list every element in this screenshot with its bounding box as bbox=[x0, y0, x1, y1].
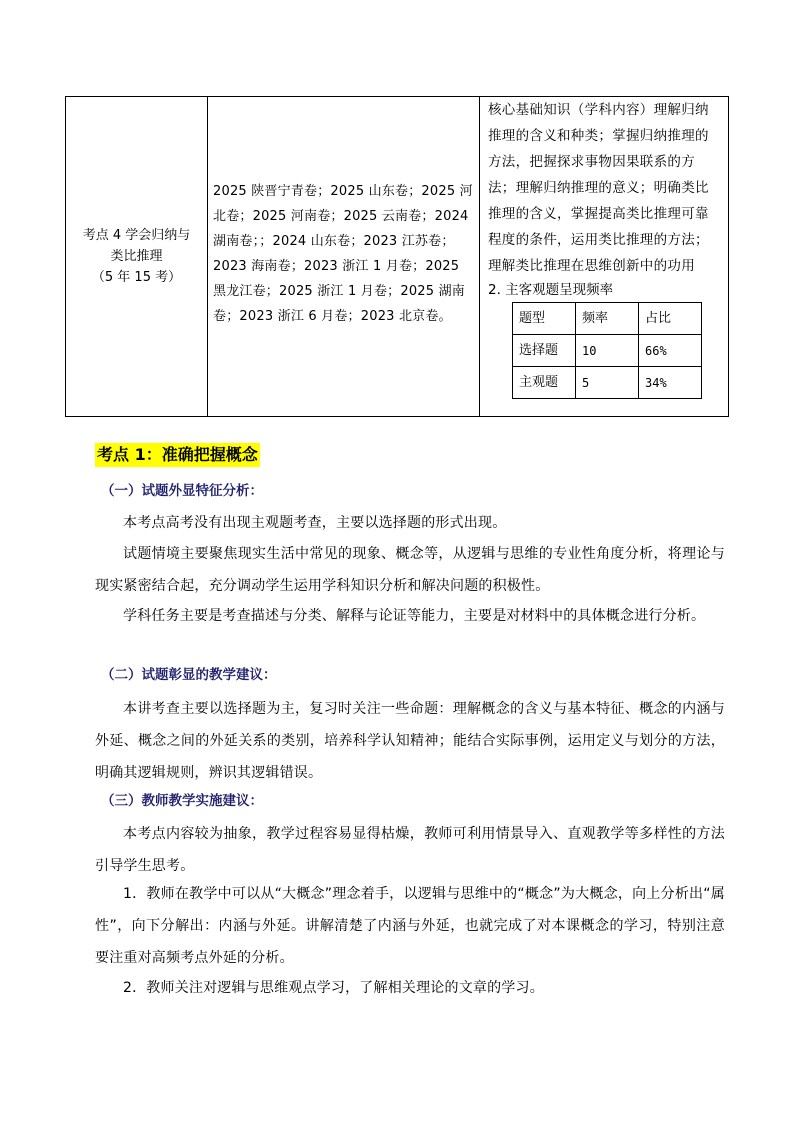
knowledge-cell bbox=[480, 97, 729, 417]
count-cell: 5 bbox=[576, 367, 639, 399]
paragraph: 本考点高考没有出现主观题考查，主要以选择题的形式出现。 bbox=[123, 515, 507, 531]
section-heading: 考点 1：准确把握概念 bbox=[95, 443, 260, 467]
subheading-suggestions: （二）试题彰显的教学建议： bbox=[101, 667, 277, 683]
percent-cell: 34% bbox=[639, 367, 702, 399]
paragraph: 本讲考查主要以选择题为主，复习时关注一些命题：理解概念的含义与基本特征、概念的内涵与外延、概念之间的外延关系的类别，培养科学认知精神；能结合实际事例，运用定义与划分的方法，明确其逻辑规则，辨识其逻辑错误。 bbox=[95, 701, 725, 781]
header-cell: 频率 bbox=[576, 303, 639, 335]
topic-line-1: 考点 4 学会归纳与 bbox=[82, 228, 191, 243]
topic-line-3: （5 年 15 考） bbox=[91, 270, 182, 285]
count-cell: 10 bbox=[576, 335, 639, 367]
type-cell: 主观题 bbox=[513, 367, 576, 399]
paragraph: 2．教师关注对逻辑与思维观点学习，了解相关理论的文章的学习。 bbox=[123, 980, 544, 996]
table-row bbox=[66, 97, 729, 417]
frequency-header-row bbox=[513, 303, 702, 335]
exam-list-text: 2025 陕晋宁青卷；2025 山东卷；2025 河北卷；2025 河南卷；2025 云南卷；2024 湖南卷；；2024 山东卷；2023 江苏卷；2023 海南卷；2023 浙江 1 月卷；2025 黑龙江卷；2025 浙江 1 月卷；2025 湖南卷；2023 浙江 6 月卷；2023 北京卷。 bbox=[213, 183, 473, 324]
header-cell: 题型 bbox=[513, 303, 576, 335]
frequency-table bbox=[512, 302, 702, 399]
exam-analysis-table bbox=[65, 96, 729, 417]
topic-cell bbox=[66, 97, 208, 417]
paragraph: 学科任务主要是考查描述与分类、解释与论证等能力，主要是对材料中的具体概念进行分析。 bbox=[123, 608, 706, 624]
subheading-implementation: （三）教师教学实施建议： bbox=[101, 793, 263, 809]
paragraph: 试题情境主要聚焦现实生活中常见的现象、概念等，从逻辑与思维的专业性角度分析，将理论与现实紧密结合起，充分调动学生运用学科知识分析和解决问题的积极性。 bbox=[95, 546, 725, 594]
topic-line-2: 类比推理 bbox=[110, 249, 163, 264]
knowledge-text: 核心基础知识（学科内容）理解归纳推理的含义和种类；掌握归纳推理的方法，把握探求事物因果联系的方法；理解归纳推理的意义；明确类比推理的含义，掌握提高类比推理可靠程度的条件，运用类比推理的方法；理解类比推理在思维创新中的功用 bbox=[488, 102, 709, 274]
paragraph: 本考点内容较为抽象，教学过程容易显得枯燥，教师可利用情景导入、直观教学等多样性的方法引导学生思考。 bbox=[95, 826, 725, 874]
paragraph: 1．教师在教学中可以从“大概念”理念着手，以逻辑与思维中的“概念”为大概念，向上分析出“属性”，向下分解出：内涵与外延。讲解清楚了内涵与外延，也就完成了对本课概念的学习，特别注意要注重对高频考点外延的分析。 bbox=[95, 886, 725, 966]
header-cell: 占比 bbox=[639, 303, 702, 335]
table-row bbox=[513, 335, 702, 367]
subheading-features: （一）试题外显特征分析： bbox=[101, 483, 263, 499]
type-cell: 选择题 bbox=[513, 335, 576, 367]
frequency-caption: 2. 主客观题呈现频率 bbox=[488, 282, 614, 298]
exam-list-cell bbox=[208, 97, 480, 417]
table-row bbox=[513, 367, 702, 399]
percent-cell: 66% bbox=[639, 335, 702, 367]
